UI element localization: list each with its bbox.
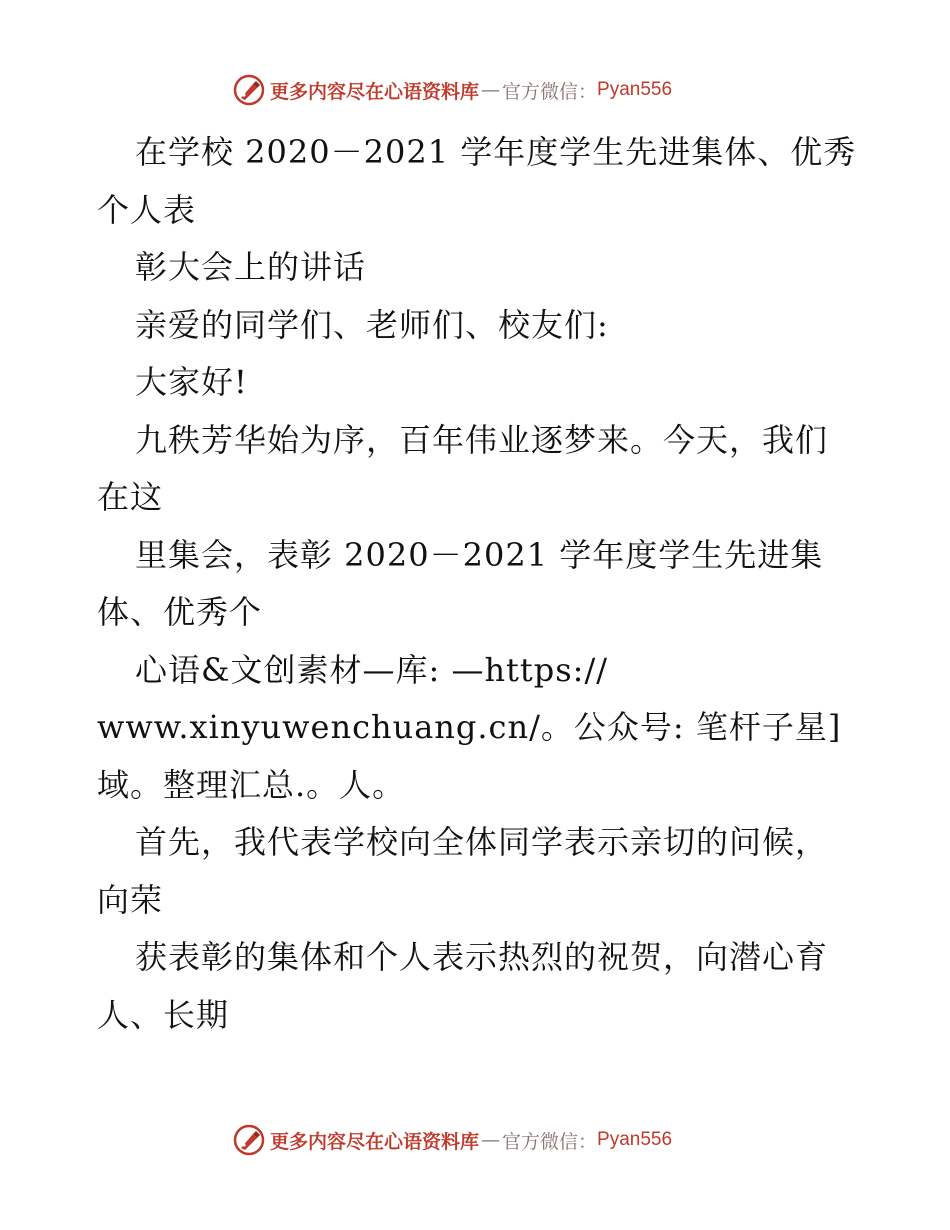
text-line: 在这 [97,478,164,516]
text-line: 九秩芳华始为序，百年伟业逐梦来。今天，我们 [135,420,829,459]
footer-banner [232,1122,752,1158]
footer-promo-text: 更多内容尽在心语资料库 [270,1130,480,1153]
header-banner [232,72,752,108]
text-line: 域。整理汇总.。人。 [97,765,406,804]
text-line: 向荣 [97,880,164,919]
text-line: 彰大会上的讲话 [135,248,367,286]
pen-nib-circle-icon [232,73,266,107]
footer-separator: — [481,1129,501,1151]
text-line: 获表彰的集体和个人表示热烈的祝贺，向潜心育 [135,938,829,976]
footer-wechat-id: Pyan556 [597,1129,673,1150]
footer-wechat-label: 官方微信： [502,1130,598,1153]
document-body [97,124,857,1044]
text-line: 里集会，表彰 2020－2021 学年度学生先进集 [135,535,824,574]
header-separator: — [481,79,501,101]
text-line: 体、优秀个 [97,593,263,631]
header-wechat-id: Pyan556 [597,79,673,100]
text-line: 在学校 2020－2021 学年度学生先进集体、优秀 [135,133,857,171]
text-line: 心语&文创素材—库: —https:// [135,650,609,689]
text-line: 人、长期 [97,995,230,1034]
header-wechat-label: 官方微信： [502,80,598,103]
header-promo-text: 更多内容尽在心语资料库 [270,80,480,103]
text-line: 个人表 [97,190,197,229]
pen-nib-circle-icon [232,1123,266,1157]
text-line: 亲爱的同学们、老师们、校友们: [135,305,609,344]
text-line: 大家好! [135,363,248,401]
text-line: www.xinyuwenchuang.cn/。公众号: 笔杆子星] [97,708,842,746]
text-line: 首先，我代表学校向全体同学表示亲切的问候， [135,823,829,861]
